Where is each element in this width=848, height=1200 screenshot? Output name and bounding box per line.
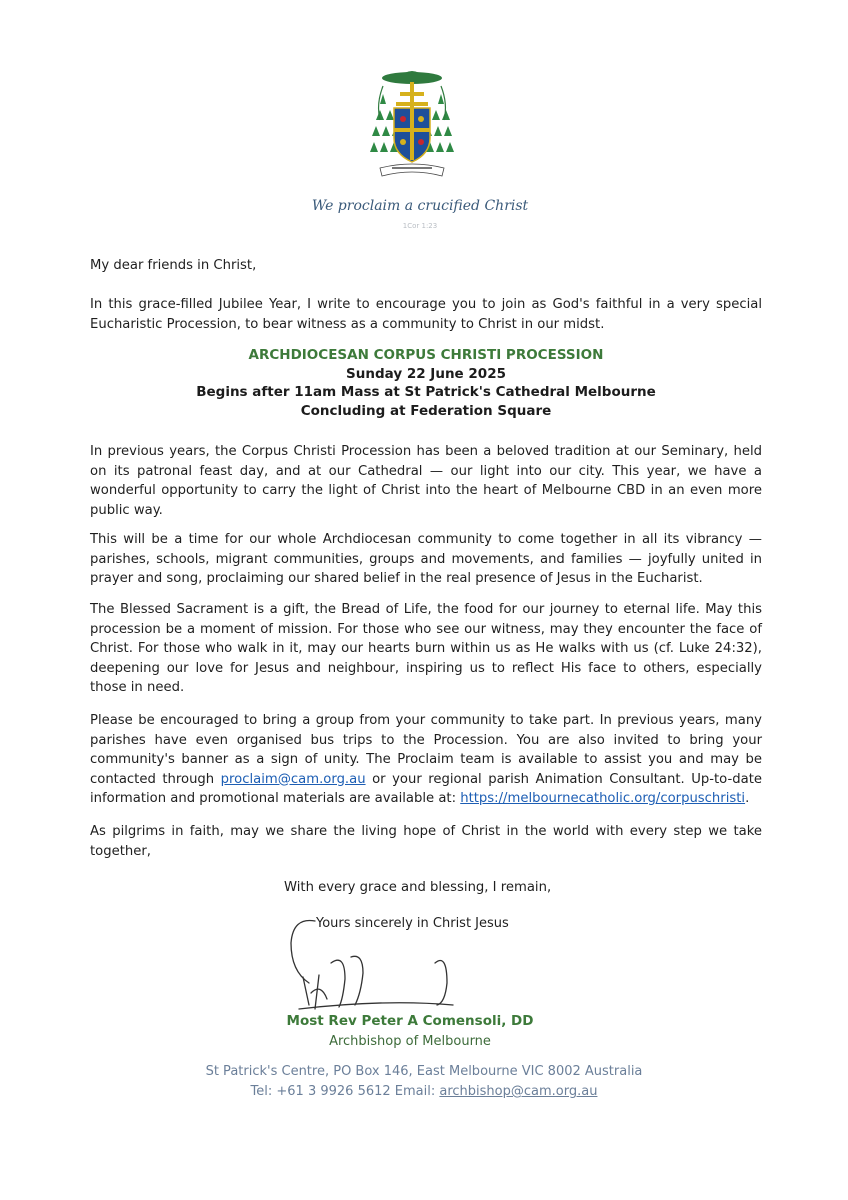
proclaim-email-link[interactable]: proclaim@cam.org.au [220,771,366,787]
corpus-christi-url-link[interactable]: https://melbournecatholic.org/corpuschristi [460,791,746,806]
paragraph-4-part-a: Please be encouraged to bring a group from your community to take part. In previous years, many parishes have even organised bus trips to the Procession. You are also invited to bring your community's banner as a sign of unity. The Proclaim team is available to assist you and may be contacted through [90,713,762,787]
footer-contact [150,1084,698,1099]
motto: We proclaim a crucified Christ [311,198,529,214]
paragraph-5 [90,822,762,861]
signatory-title: Archbishop of Melbourne [329,1034,491,1049]
footer-address: St Patrick's Centre, PO Box 146, East Melbourne VIC 8002 Australia [205,1064,643,1079]
footer-tel: Tel: +61 3 9926 5612 Email: [250,1084,440,1099]
paragraph-1 [90,442,762,520]
paragraph-5-text: As pilgrims in faith, may we share the living hope of Christ in the world with every step we take together, [90,824,762,859]
paragraph-4-part-c: . [745,791,750,806]
greeting-text: My dear friends in Christ, [90,258,257,273]
closing-line: With every grace and blessing, I remain, [284,880,552,895]
event-title: ARCHDIOCESAN CORPUS CHRISTI PROCESSION [248,347,604,363]
paragraph-4-part-b: or your regional parish Animation Consultant. Up-to-date information and promotional materials are available at: [90,771,762,806]
event-begins: Begins after 11am Mass at St Patrick's Cathedral Melbourne [196,384,656,400]
signatory-name: Most Rev Peter A Comensoli, DD [286,1013,534,1029]
paragraph-4-text [90,711,762,809]
event-concludes: Concluding at Federation Square [300,402,552,419]
letter-greeting [90,256,762,276]
paragraph-2 [90,530,762,589]
paragraph-3 [90,600,762,698]
footer-email-link[interactable]: archbishop@cam.org.au [439,1084,598,1099]
paragraph-2-text: This will be a time for our whole Archdiocesan community to come together in all its vibrancy — parishes, schools, migrant communities, groups and movements, and families — joyfully united in prayer and song, proclaiming our shared belief in the real presence of Jesus in the Eucharist. [90,532,762,586]
event-block [90,346,762,420]
letter-intro [90,295,762,334]
motto-reference: 1Cor 1:23 [402,222,438,230]
archdiocese-crest [366,64,458,192]
intro-text: In this grace-filled Jubilee Year, I write to encourage you to join as God's faithful in a very special Eucharistic Procession, to bear witness as a community to Christ in our midst. [90,297,762,332]
paragraph-1-text: In previous years, the Corpus Christi Procession has been a beloved tradition at our Seminary, held on its patronal feast day, and at our Cathedral — our light into our city. This year, we have a wonderful opportunity to carry the light of Christ into the heart of Melbourne CBD in an even more public way. [90,444,762,518]
paragraph-3-text: The Blessed Sacrament is a gift, the Bread of Life, the food for our journey to eternal life. May this procession be a moment of mission. For those who see our witness, may they encounter the face of Christ. For those who walk in it, may our hearts burn within us as He walks with us (cf. Luke 24:32), deepening our love for Jesus and neighbour, inspiring us to reflect His face to others, especially those in need. [90,602,762,695]
yours-sincerely: Yours sincerely in Christ Jesus [316,916,509,931]
paragraph-4 [90,711,762,809]
event-date: Sunday 22 June 2025 [346,365,506,382]
